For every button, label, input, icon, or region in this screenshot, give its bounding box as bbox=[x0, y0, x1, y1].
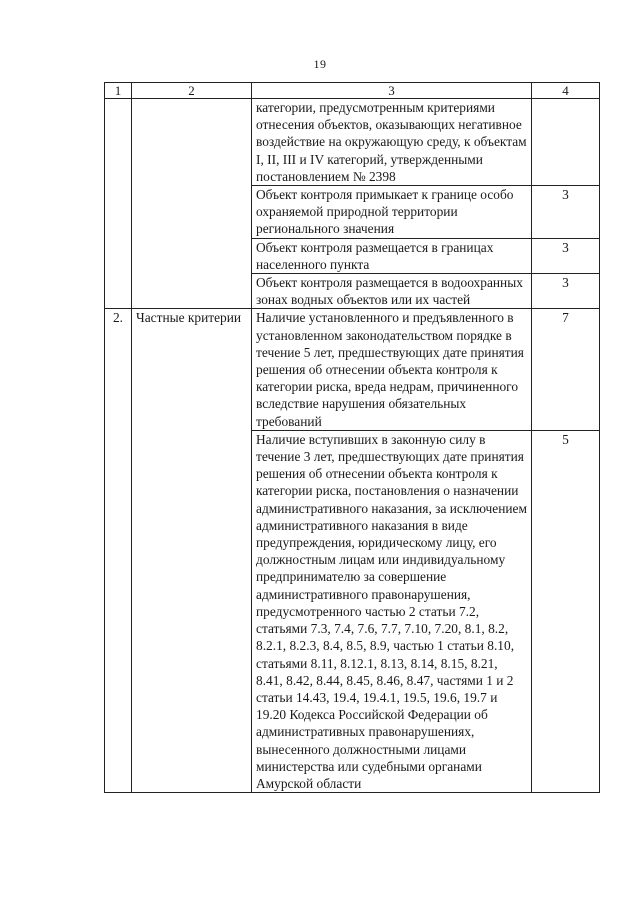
header-row bbox=[105, 83, 600, 99]
table-row bbox=[105, 309, 600, 430]
criterion-text-cell: категории, предусмотренным критериями отнесения объектов, оказывающих негативное воздействие на окружающую среду, к объектам I, II, III и IV категорий, утвержденными постановлением № 2398 bbox=[252, 99, 532, 186]
score-cell: 3 bbox=[532, 186, 600, 239]
criterion-text-cell: Наличие вступивших в законную силу в течение 3 лет, предшествующих дате принятия решения об отнесении объекта контроля к категории риска, постановления о назначении административного наказания, за исключением административного наказания в виде предупреждения, юридическому лицу, его должностным лицам или индивидуальному предпринимателю за совершение административного правонарушения, предусмотренного частью 2 статьи 7.2, статьями 7.3, 7.4, 7.6, 7.7, 7.10, 7.20, 8.1, 8.2, 8.2.1, 8.2.3, 8.4, 8.5, 8.9, частью 1 статьи 8.10, статьями 8.11, 8.12.1, 8.13, 8.14, 8.15, 8.21, 8.41, 8.42, 8.44, 8.45, 8.46, 8.47, частями 1 и 2 статьи 14.43, 19.4, 19.4.1, 19.5, 19.6, 19.7 и 19.20 Кодекса Российской Федерации об административных правонарушениях, вынесенного должностными лицами министерства или судебными органами Амурской области bbox=[252, 430, 532, 792]
score-cell: 5 bbox=[532, 430, 600, 792]
score-cell: 3 bbox=[532, 238, 600, 273]
header-col-3: 3 bbox=[252, 83, 532, 99]
score-cell: 7 bbox=[532, 309, 600, 430]
row-number-cell bbox=[105, 99, 132, 309]
score-cell bbox=[532, 99, 600, 186]
header-col-2: 2 bbox=[132, 83, 252, 99]
page-number: 19 bbox=[313, 57, 327, 71]
row-number-cell: 2. bbox=[105, 309, 132, 793]
criteria-table bbox=[104, 82, 600, 793]
criterion-text-cell: Объект контроля примыкает к границе особо охраняемой природной территории регионального значения bbox=[252, 186, 532, 239]
table-row bbox=[105, 99, 600, 186]
score-cell: 3 bbox=[532, 274, 600, 309]
criterion-text-cell: Наличие установленного и предъявленного в установленном законодательством порядке в течение 5 лет, предшествующих дате принятия решения об отнесении объекта контроля к категории риска, вреда недрам, причиненного вследствие нарушения обязательных требований bbox=[252, 309, 532, 430]
header-col-1: 1 bbox=[105, 83, 132, 99]
header-col-4: 4 bbox=[532, 83, 600, 99]
criterion-text-cell: Объект контроля размещается в границах населенного пункта bbox=[252, 238, 532, 273]
criterion-name-cell bbox=[132, 99, 252, 309]
criterion-text-cell: Объект контроля размещается в водоохранных зонах водных объектов или их частей bbox=[252, 274, 532, 309]
criterion-name-cell: Частные критерии bbox=[132, 309, 252, 793]
